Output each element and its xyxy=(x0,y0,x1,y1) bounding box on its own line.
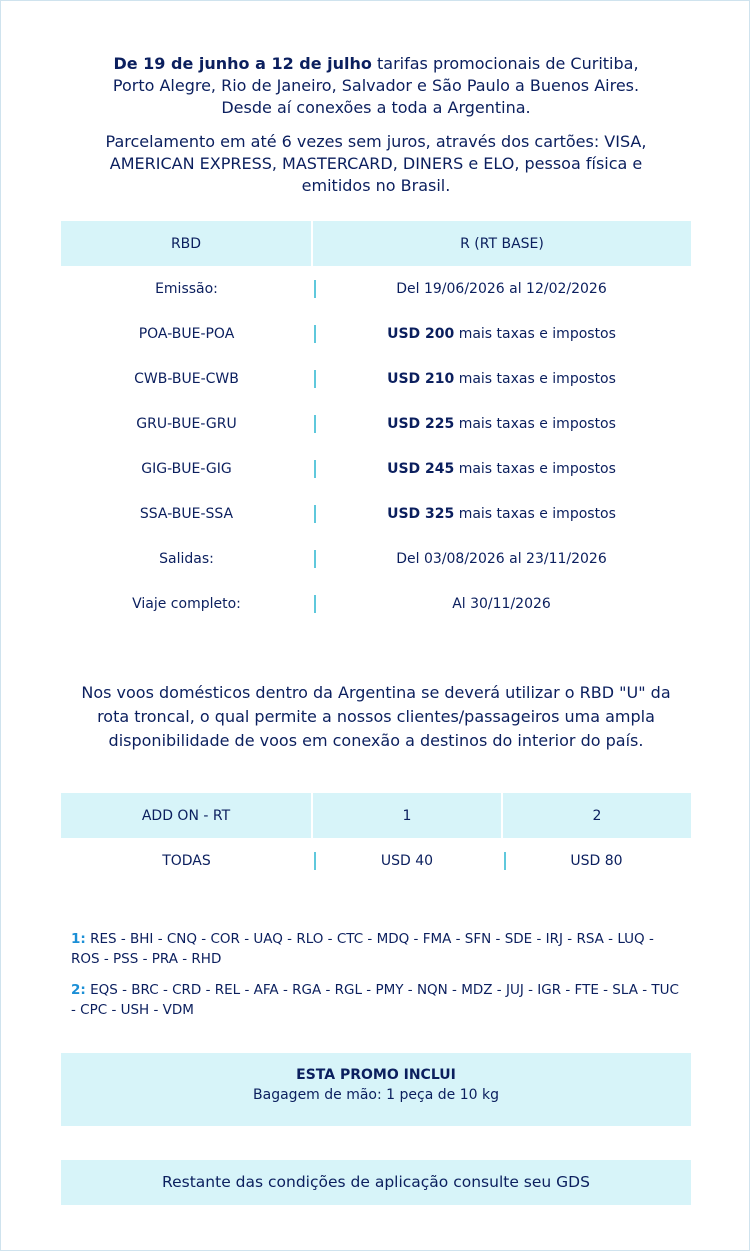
group-1-list: RES - BHI - CNQ - COR - UAQ - RLO - CTC - MDQ - FMA - SFN - SDE - IRJ - RSA - LUQ - ROS - PSS - PRA - RHD xyxy=(71,931,654,967)
row-label: TODAS xyxy=(162,852,211,869)
row-label: GRU-BUE-GRU xyxy=(136,415,237,432)
domestic-flights-note: Nos voos domésticos dentro da Argentina se deverá utilizar o RBD "U" da rota troncal, o qual permite a nossos clientes/passageiros uma ampla disponibilidade de voos em conexão a destinos do interior do país. xyxy=(81,683,671,750)
group-2-price: USD 80 xyxy=(502,838,691,883)
group-1-label: 1: xyxy=(71,931,86,947)
header-group-1: 1 xyxy=(312,793,502,838)
group-2-label: 2: xyxy=(71,982,86,998)
promo-includes-box xyxy=(61,1053,691,1126)
row-label: Salidas: xyxy=(159,550,214,567)
row-value: USD 225 mais taxas e impostos xyxy=(312,401,691,446)
row-value: USD 325 mais taxas e impostos xyxy=(312,491,691,536)
table-row xyxy=(61,446,691,491)
fare-table-header xyxy=(61,221,691,266)
header-addon: ADD ON - RT xyxy=(61,793,312,838)
header-group-2: 2 xyxy=(502,793,691,838)
row-label: GIG-BUE-GIG xyxy=(141,460,232,477)
row-label: Viaje completo: xyxy=(132,595,241,612)
table-row xyxy=(61,838,691,883)
addon-table-header xyxy=(61,793,691,838)
promo-description: tarifas promocionais de Curitiba, Porto Alegre, Rio de Janeiro, Salvador e São Paulo a Buenos Aires. Desde aí conexões a toda a Argentina. xyxy=(112,54,640,117)
addon-table xyxy=(61,793,691,883)
row-value: Al 30/11/2026 xyxy=(312,581,691,626)
fare-table xyxy=(61,221,691,626)
conditions-footer: Restante das condições de aplicação consulte seu GDS xyxy=(61,1160,691,1205)
row-value: USD 245 mais taxas e impostos xyxy=(312,446,691,491)
header-rbd: RBD xyxy=(61,221,312,266)
table-row xyxy=(61,311,691,356)
promo-includes-title: ESTA PROMO INCLUI xyxy=(296,1067,456,1083)
intro-promo-text xyxy=(91,53,661,119)
table-row xyxy=(61,401,691,446)
row-label: POA-BUE-POA xyxy=(138,325,235,342)
row-label: CWB-BUE-CWB xyxy=(134,370,239,387)
group-1-price: USD 40 xyxy=(312,838,502,883)
table-row xyxy=(61,356,691,401)
promo-dates: De 19 de junho a 12 de julho xyxy=(113,54,372,73)
group-2-codes xyxy=(71,980,681,1020)
header-fare: R (RT BASE) xyxy=(312,221,691,266)
table-row xyxy=(61,491,691,536)
table-row xyxy=(61,581,691,626)
row-label: SSA-BUE-SSA xyxy=(139,505,234,522)
row-value: Del 03/08/2026 al 23/11/2026 xyxy=(312,536,691,581)
row-value: Del 19/06/2026 al 12/02/2026 xyxy=(312,266,691,311)
row-value: USD 210 mais taxas e impostos xyxy=(312,356,691,401)
row-label: Emissão: xyxy=(155,280,218,297)
table-row xyxy=(61,536,691,581)
group-2-list: EQS - BRC - CRD - REL - AFA - RGA - RGL - PMY - NQN - MDZ - JUJ - IGR - FTE - SLA - TUC - CPC - USH - VDM xyxy=(71,982,679,1018)
row-value: USD 200 mais taxas e impostos xyxy=(312,311,691,356)
promo-includes-text: Bagagem de mão: 1 peça de 10 kg xyxy=(253,1087,499,1103)
intro-installments-text: Parcelamento em até 6 vezes sem juros, através dos cartões: VISA, AMERICAN EXPRESS, MASTERCARD, DINERS e ELO, pessoa física e emitidos no Brasil. xyxy=(105,132,647,195)
group-1-codes xyxy=(71,929,681,969)
table-row xyxy=(61,266,691,311)
